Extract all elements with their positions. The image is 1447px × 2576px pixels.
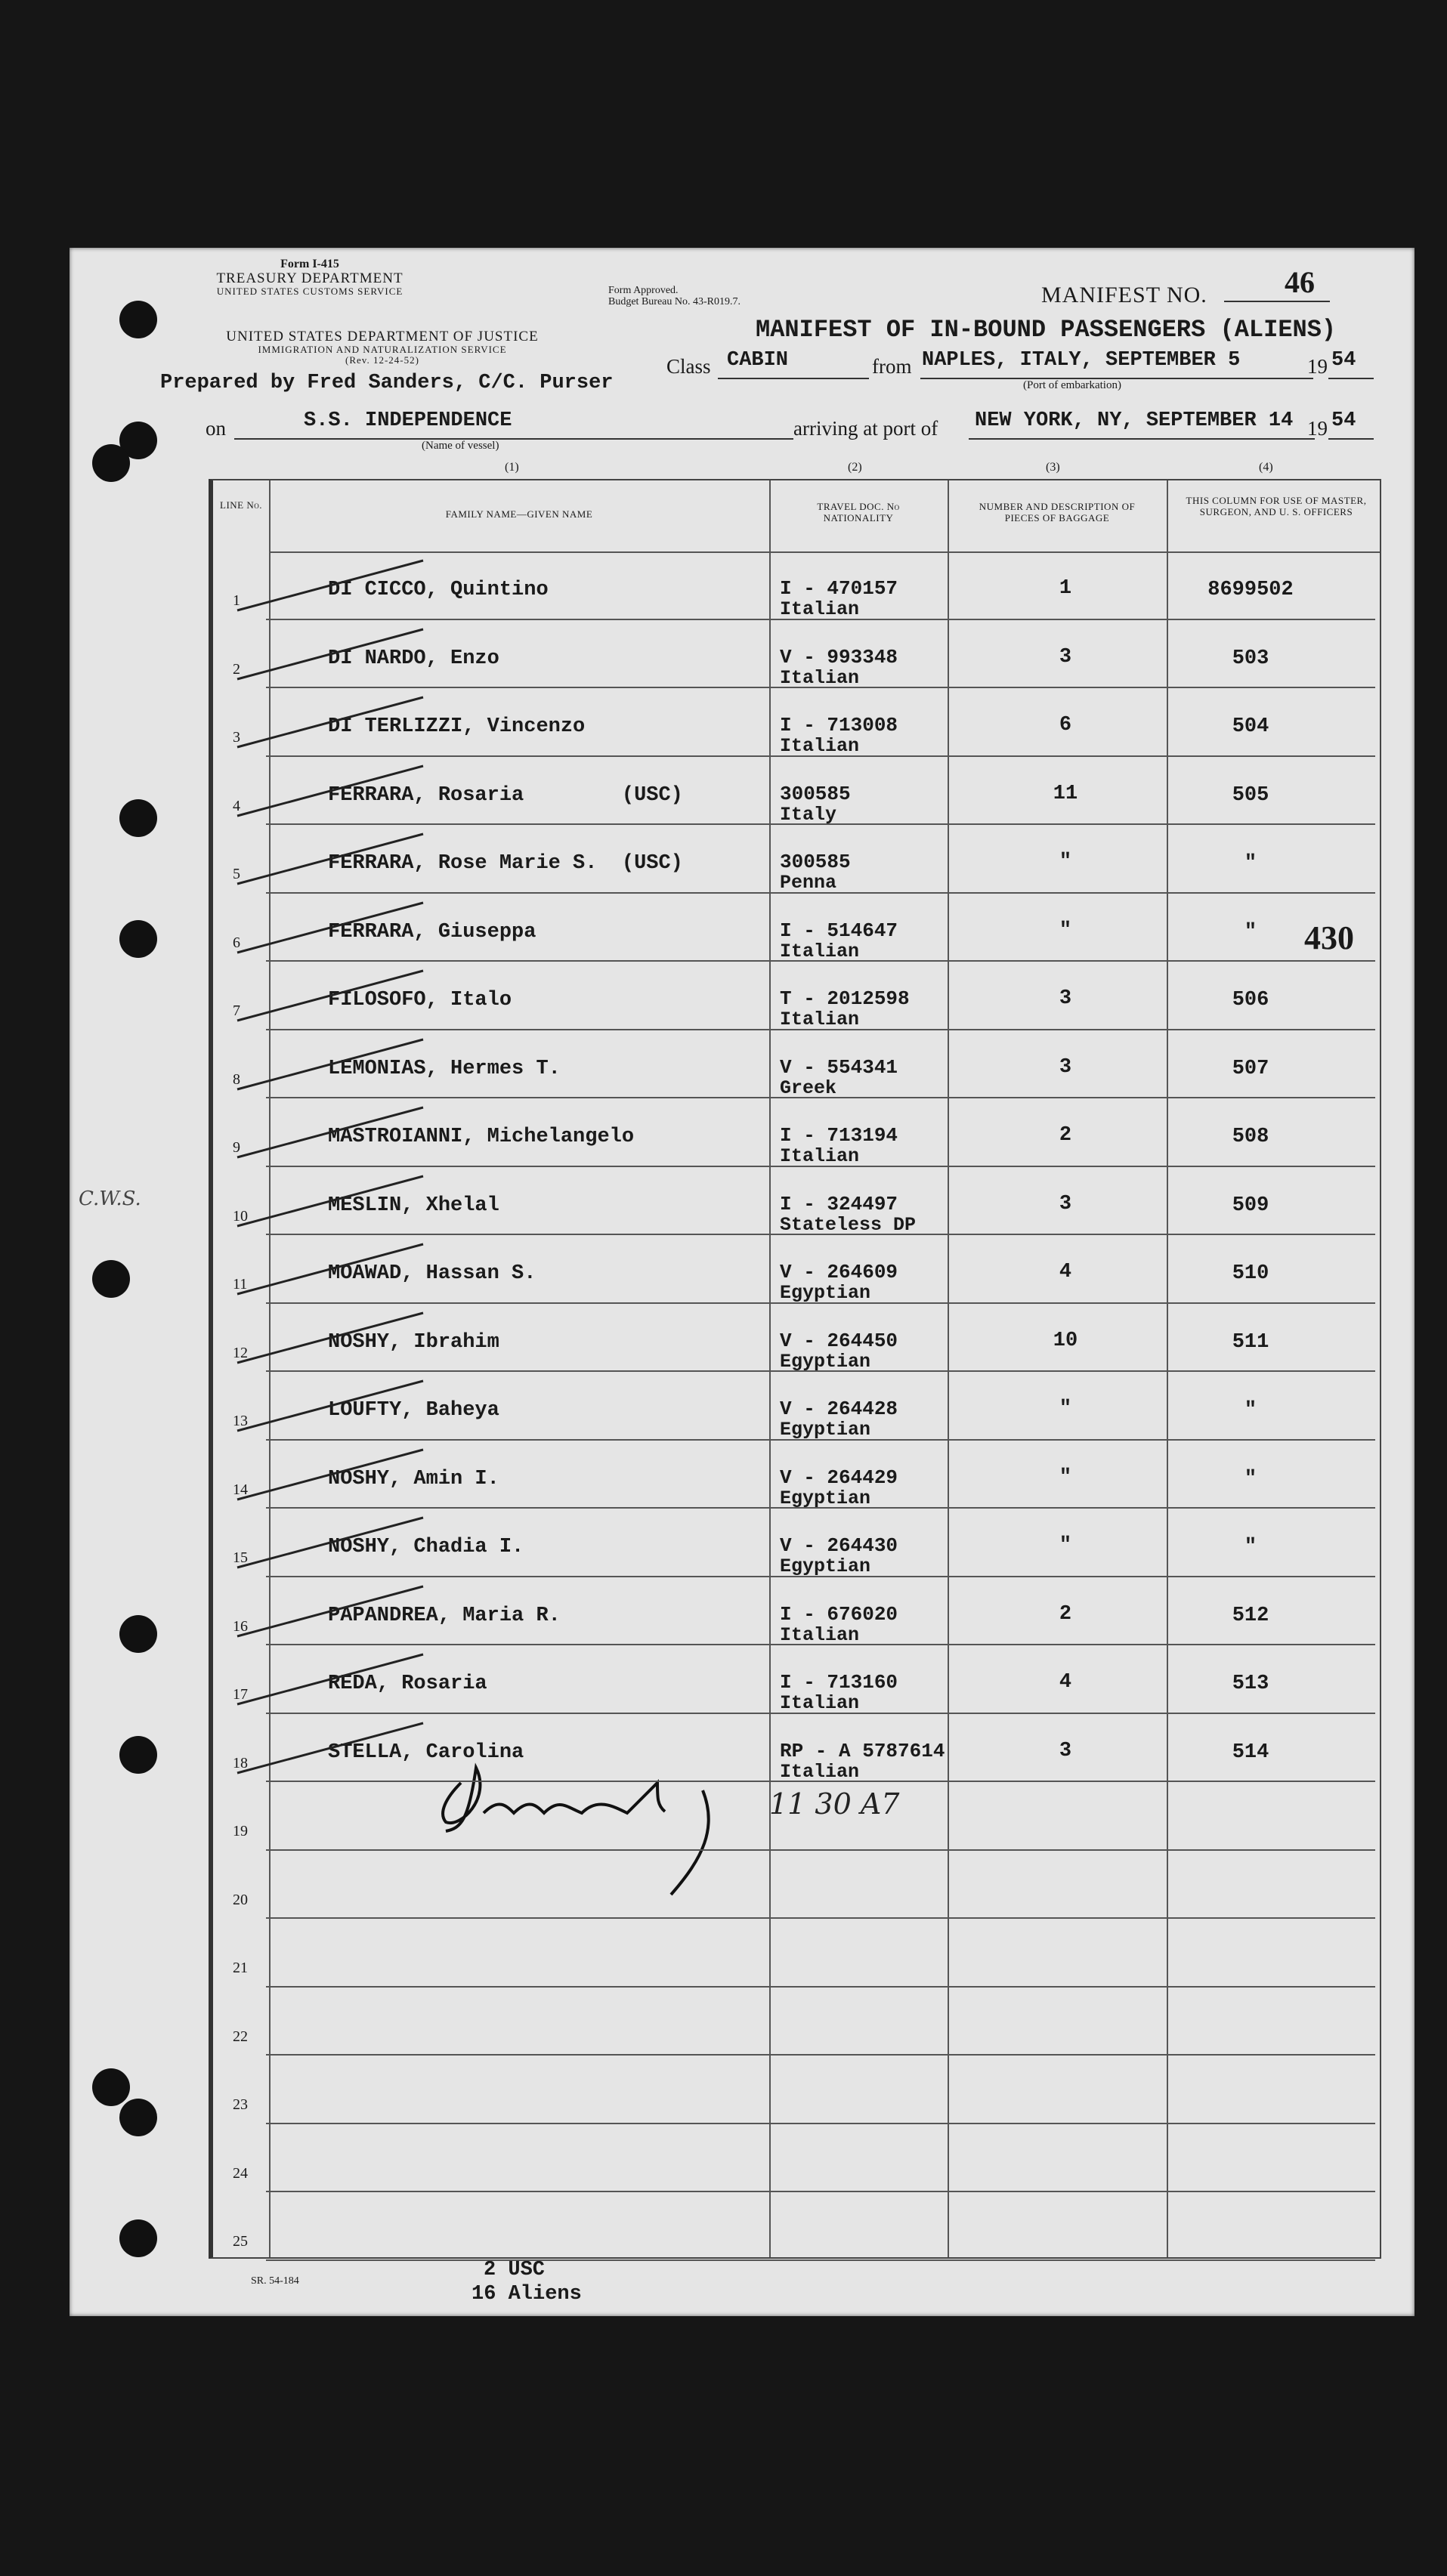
officer-number: 512 (1232, 1604, 1269, 1627)
from-year-line (1328, 378, 1374, 379)
col-num-4: (4) (1259, 461, 1273, 474)
manifest-number-label: MANIFEST NO. (1041, 283, 1207, 307)
punch-hole (119, 1736, 157, 1774)
line-number: 19 (233, 1823, 248, 1839)
page-title: MANIFEST OF IN-BOUND PASSENGERS (ALIENS) (756, 316, 1337, 344)
line-number: 25 (233, 2233, 248, 2250)
handwritten-date: 11 30 A7 (769, 1787, 900, 1821)
arriving-label: arriving at port of (793, 417, 938, 440)
officer-number: 503 (1232, 647, 1269, 670)
row-divider (266, 2123, 1375, 2124)
baggage-count: 2 (1059, 1124, 1072, 1147)
arrival-port: NEW YORK, NY, SEPTEMBER 14 (975, 409, 1294, 432)
punch-hole (119, 2099, 157, 2136)
nationality: Greek (780, 1076, 837, 1099)
line-number: 6 (233, 934, 240, 951)
nationality: Egyptian (780, 1487, 871, 1509)
line-number: 14 (233, 1481, 248, 1498)
line-number: 1 (233, 592, 240, 609)
baggage-count: " (1059, 1466, 1072, 1489)
travel-document-number: I - 676020 (780, 1602, 898, 1626)
baggage-count: " (1059, 1398, 1072, 1420)
baggage-count: 3 (1059, 1192, 1072, 1215)
passenger-name: MASTROIANNI, Michelangelo (328, 1126, 635, 1148)
row-divider (266, 1986, 1375, 1988)
travel-document-number: V - 264428 (780, 1398, 898, 1420)
check-mark (234, 1582, 431, 1642)
row-divider (266, 2259, 1375, 2261)
officer-number: " (1244, 852, 1257, 875)
passenger-name: REDA, Rosaria (328, 1673, 487, 1695)
line-number: 8 (233, 1070, 240, 1088)
passenger-name: DI CICCO, Quintino (328, 579, 549, 601)
check-mark (234, 693, 431, 753)
travel-document-number: I - 713194 (780, 1124, 898, 1147)
embarkation-port: NAPLES, ITALY, SEPTEMBER 5 (922, 349, 1241, 372)
col-num-2: (2) (848, 461, 862, 474)
class-label: Class (666, 355, 711, 378)
line-number: 20 (233, 1891, 248, 1908)
punch-hole (92, 1260, 130, 1298)
line-number: 18 (233, 1754, 248, 1771)
nationality: Italian (780, 1008, 860, 1030)
check-mark (234, 761, 431, 822)
line-number: 22 (233, 2028, 248, 2045)
travel-document-number: I - 713008 (780, 714, 898, 737)
nationality: Italian (780, 735, 860, 757)
on-label: on (206, 417, 226, 440)
passenger-name: MESLIN, Xhelal (328, 1194, 499, 1217)
officer-number: 510 (1232, 1262, 1269, 1285)
punch-hole (119, 799, 157, 837)
manifest-number: 46 (1285, 265, 1315, 299)
check-mark (234, 1719, 431, 1779)
col-header-name: FAMILY NAME—GIVEN NAME (445, 508, 593, 520)
baggage-count: " (1059, 851, 1072, 873)
form-code: SR. 54-184 (251, 2275, 299, 2287)
nationality: Egyptian (780, 1555, 871, 1577)
officer-number: 505 (1232, 783, 1269, 807)
vessel-line (234, 438, 793, 440)
officer-number: " (1244, 1399, 1257, 1422)
treasury-department: TREASURY DEPARTMENT (216, 270, 403, 286)
officer-number: 504 (1232, 715, 1269, 738)
check-mark (234, 1240, 431, 1300)
baggage-count: " (1059, 919, 1072, 942)
line-number: 5 (233, 866, 240, 882)
baggage-count: 3 (1059, 1739, 1072, 1762)
nationality: Italian (780, 1145, 860, 1167)
nationality: Egyptian (780, 1350, 871, 1373)
form-number: Form I-415 (280, 258, 339, 270)
revision-date: (Rev. 12-24-52) (345, 354, 419, 366)
col-divider (769, 480, 771, 2257)
travel-document-number: T - 2012598 (780, 987, 910, 1010)
travel-document-number: V - 264429 (780, 1466, 898, 1489)
year-prefix-arrival: 19 (1307, 417, 1328, 440)
line-number: 4 (233, 797, 240, 814)
arrival-year-line (1328, 438, 1374, 440)
col-num-3: (3) (1046, 461, 1060, 474)
baggage-count: 11 (1053, 782, 1078, 805)
line-number: 24 (233, 2164, 248, 2182)
officer-number: 513 (1232, 1673, 1269, 1695)
margin-initials: C.W.S. (79, 1188, 141, 1210)
arrival-year: 54 (1331, 409, 1356, 432)
line-number: 7 (233, 1002, 240, 1019)
travel-document-number: V - 264450 (780, 1329, 898, 1352)
col-header-baggage: NUMBER AND DESCRIPTION OF PIECES OF BAGGAGE (979, 501, 1136, 524)
check-mark (234, 1376, 431, 1437)
col-num-1: (1) (505, 461, 519, 474)
vessel-caption: (Name of vessel) (422, 440, 499, 452)
line-number: 21 (233, 1960, 248, 1976)
nationality: Italian (780, 666, 860, 689)
vessel-name: S.S. INDEPENDENCE (304, 409, 512, 432)
travel-document-number: I - 514647 (780, 919, 898, 942)
line-number: 16 (233, 1617, 248, 1635)
line-number: 23 (233, 2096, 248, 2113)
nationality: Italian (780, 940, 860, 962)
nationality: Italian (780, 1623, 860, 1646)
nationality: Egyptian (780, 1419, 871, 1441)
passenger-name: NOSHY, Ibrahim (328, 1330, 499, 1354)
travel-document-number: I - 470157 (780, 577, 898, 600)
check-mark (234, 966, 431, 1027)
punch-hole (119, 301, 157, 338)
line-number: 10 (233, 1207, 248, 1225)
punch-hole (119, 920, 157, 958)
check-mark (234, 829, 431, 890)
usc-total: 2 USC (484, 2259, 546, 2281)
check-mark (234, 898, 431, 959)
baggage-count: 10 (1053, 1329, 1078, 1352)
travel-document-number: RP - A 5787614 (780, 1739, 945, 1762)
officer-number: 507 (1232, 1057, 1269, 1080)
passenger-name: FERRARA, Giuseppa (328, 920, 536, 944)
line-number: 13 (233, 1413, 248, 1429)
baggage-count: " (1059, 1534, 1072, 1557)
passenger-name: FILOSOFO, Italo (328, 989, 512, 1012)
arrival-line (969, 438, 1315, 440)
baggage-count: 1 (1059, 577, 1072, 600)
punch-hole (119, 2219, 157, 2257)
prepared-by: Prepared by Fred Sanders, C/C. Purser (160, 372, 614, 394)
line-number: 11 (233, 1276, 248, 1293)
check-mark (234, 1172, 431, 1232)
nationality: Italian (780, 598, 860, 620)
travel-document-number: I - 324497 (780, 1192, 898, 1215)
passenger-name: LOUFTY, Baheya (328, 1399, 499, 1422)
nationality: Italian (780, 1760, 860, 1783)
officer-number: 514 (1232, 1740, 1269, 1764)
check-mark (234, 556, 431, 616)
travel-document-number: V - 264609 (780, 1261, 898, 1283)
row-divider (266, 2191, 1375, 2192)
baggage-count: 6 (1059, 714, 1072, 737)
baggage-count: 3 (1059, 1055, 1072, 1079)
check-mark (234, 1308, 431, 1369)
punch-hole (119, 1615, 157, 1653)
travel-document-number: V - 554341 (780, 1055, 898, 1079)
passenger-name: DI TERLIZZI, Vincenzo (328, 715, 586, 738)
baggage-count: 2 (1059, 1602, 1072, 1626)
officer-number: 511 (1232, 1330, 1269, 1354)
col-divider (1167, 480, 1168, 2257)
travel-document-number: 300585 (780, 782, 851, 805)
form-agency-block (196, 258, 423, 296)
col-divider (948, 480, 949, 2257)
passenger-name: NOSHY, Chadia I. (328, 1536, 524, 1558)
check-mark (234, 1650, 431, 1710)
officer-number: 508 (1232, 1126, 1269, 1148)
manifest-number-line (1224, 301, 1330, 302)
punch-hole (92, 2068, 130, 2106)
aliens-total: 16 Aliens (472, 2283, 582, 2306)
year-prefix: 19 (1307, 355, 1328, 378)
officer-number: " (1244, 920, 1257, 944)
ins-label: IMMIGRATION AND NATURALIZATION SERVICE (258, 343, 507, 355)
travel-document-number: V - 264430 (780, 1534, 898, 1557)
nationality: Italian (780, 1692, 860, 1714)
from-label: from (872, 355, 912, 378)
nationality: Italy (780, 803, 837, 826)
check-mark (234, 1103, 431, 1163)
embarkation-caption: (Port of embarkation) (1023, 379, 1121, 391)
col-header-travel-doc: TRAVEL DOC. No NATIONALITY (817, 501, 900, 524)
row-divider (266, 2054, 1375, 2056)
passenger-name: PAPANDREA, Maria R. (328, 1604, 561, 1627)
col-header-officers: THIS COLUMN FOR USE OF MASTER, SURGEON, AND U. S. OFFICERS (1186, 495, 1367, 517)
officer-number: " (1244, 1467, 1257, 1490)
line-number: 3 (233, 729, 240, 746)
purser-signature (431, 1753, 748, 1904)
passenger-name: LEMONIAS, Hermes T. (328, 1057, 561, 1080)
line-number: 2 (233, 660, 240, 678)
passenger-name: FERRARA, Rose Marie S. (USC) (328, 852, 683, 875)
passenger-name: DI NARDO, Enzo (328, 647, 499, 670)
officer-number: 8699502 (1207, 579, 1294, 601)
baggage-count: 3 (1059, 645, 1072, 669)
line-number: 12 (233, 1344, 248, 1361)
passenger-name: FERRARA, Rosaria (USC) (328, 783, 683, 807)
stamp-number-430: 430 (1304, 919, 1354, 956)
check-mark (234, 625, 431, 685)
form-approved-block (608, 286, 741, 307)
col-header-line: LINE No. (220, 499, 262, 511)
header-divider (269, 551, 1380, 553)
row-divider (266, 1849, 1375, 1851)
officer-number: 506 (1232, 989, 1269, 1012)
officer-number: " (1244, 1536, 1257, 1558)
passenger-name: NOSHY, Amin I. (328, 1467, 499, 1490)
check-mark (234, 1513, 431, 1574)
baggage-count: 3 (1059, 987, 1072, 1010)
officer-number: 509 (1232, 1194, 1269, 1217)
nationality: Egyptian (780, 1282, 871, 1304)
travel-document-number: I - 713160 (780, 1671, 898, 1694)
class-value: CABIN (727, 349, 789, 372)
check-mark (234, 1035, 431, 1095)
justice-department: UNITED STATES DEPARTMENT OF JUSTICE (226, 329, 539, 344)
embarkation-year: 54 (1331, 349, 1356, 372)
budget-bureau: Budget Bureau No. 43-R019.7. (608, 295, 741, 307)
nationality: Stateless DP (780, 1213, 917, 1236)
passenger-name: MOAWAD, Hassan S. (328, 1262, 536, 1285)
punch-hole (92, 444, 130, 482)
line-number: 15 (233, 1549, 248, 1566)
baggage-count: 4 (1059, 1261, 1072, 1283)
line-number: 9 (233, 1139, 240, 1156)
travel-document-number: 300585 (780, 851, 851, 873)
row-divider (266, 1917, 1375, 1919)
justice-block (201, 329, 564, 365)
passenger-name: STELLA, Carolina (328, 1740, 524, 1764)
line-number: 17 (233, 1686, 248, 1703)
form-approved: Form Approved. (608, 285, 679, 296)
check-mark (234, 1445, 431, 1506)
nationality: Penna (780, 872, 837, 894)
class-line (718, 378, 869, 379)
travel-document-number: V - 993348 (780, 645, 898, 669)
customs-service: UNITED STATES CUSTOMS SERVICE (216, 285, 403, 297)
baggage-count: 4 (1059, 1671, 1072, 1694)
